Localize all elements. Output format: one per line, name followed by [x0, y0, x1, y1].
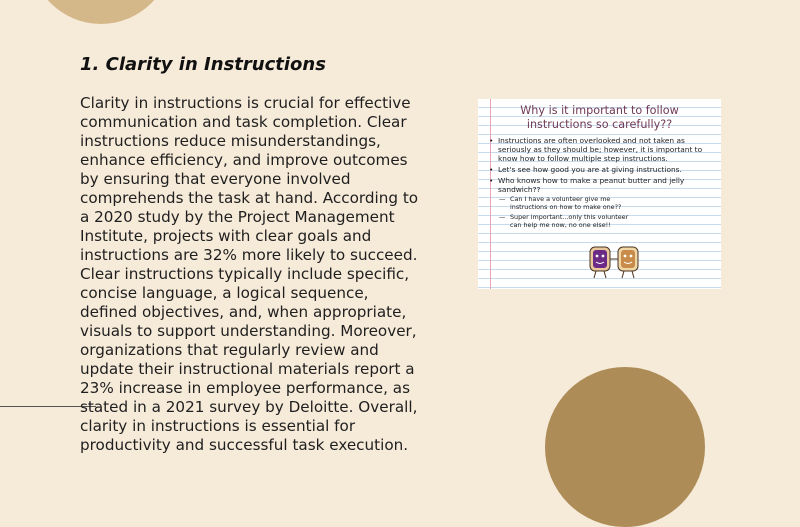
slide-bullet: • Let's see how good you are at giving instructions.	[498, 165, 715, 174]
slide-bullet-with-subitems	[498, 176, 715, 229]
pbj-cartoon-icon	[584, 241, 644, 281]
slide-title: Why is it important to follow instructions so carefully??	[520, 104, 679, 131]
slide-bullet: • Instructions are often overlooked and not taken as seriously as they should be; however, it is important to know how to follow multiple step instructions.	[498, 136, 715, 163]
slide-sub-list	[498, 195, 715, 229]
jelly-slice-icon	[590, 247, 610, 278]
slide-bullet-list	[478, 136, 721, 229]
body-paragraph: Clarity in instructions is crucial for effective communication and task completion. Clear instructions reduce misunderstandings, enhance efficiency, and improve outcomes by ensuring that everyone involved comprehends the task at hand. According to a 2020 study by the Project Management Institute, projects with clear goals and instructions are 32% more likely to succeed. Clear instructions typically include specific, concise language, a logical sequence, defined objectives, and, when appropriate, visuals to support understanding. Moreover, organizations that regularly review and update their instructional materials report a 23% increase in employee performance, as stated in a 2021 survey by Deloitte. Overall, clarity in instructions is essential for productivity and successful task execution.	[80, 94, 419, 454]
section-heading: 1. Clarity in Instructions	[80, 54, 326, 75]
peanut-butter-slice-icon	[618, 247, 638, 278]
decorative-circle-top	[30, 0, 172, 24]
slide-sub-bullet: — Super important...only this volunteer can help me now, no one else!!	[510, 213, 641, 229]
decorative-circle-bottom	[545, 367, 705, 527]
slide-sub-bullet: — Can I have a volunteer give me instructions on how to make one??	[510, 195, 641, 211]
slide-thumbnail	[478, 99, 721, 289]
slide-bullet-text: Who knows how to make a peanut butter and jelly sandwich??	[498, 176, 685, 194]
